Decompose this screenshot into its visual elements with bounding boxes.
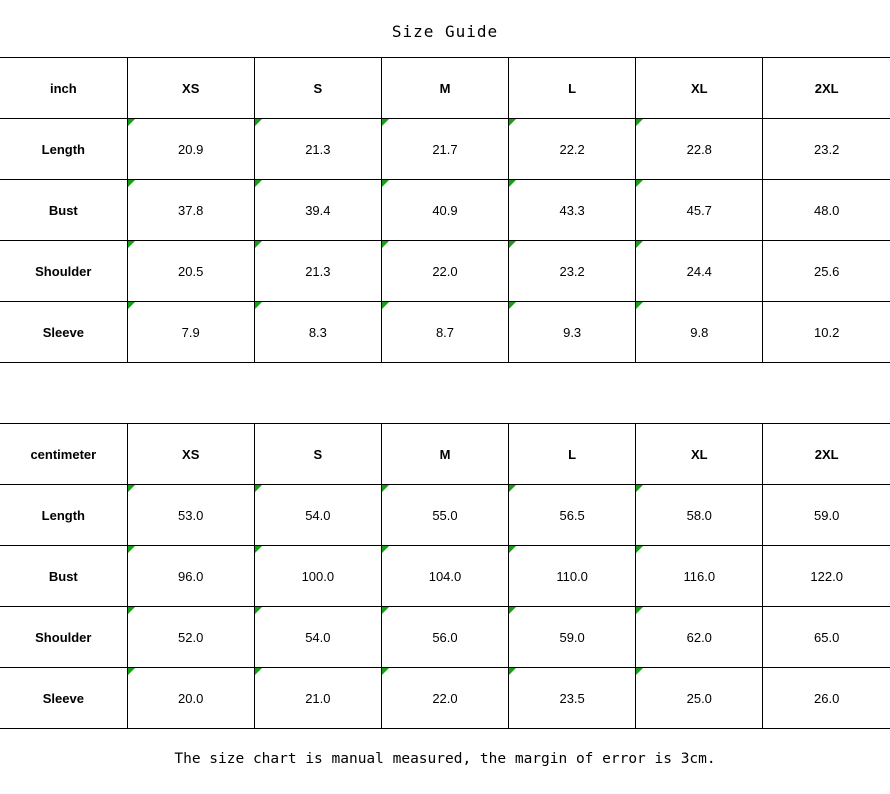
corner-marker-icon: [382, 241, 389, 248]
row-label-sleeve: Sleeve: [0, 668, 127, 729]
table-row: [0, 668, 890, 729]
size-header-l: L: [509, 58, 636, 119]
size-header-m: M: [381, 424, 508, 485]
size-header-l: L: [509, 424, 636, 485]
table-spacer: [0, 363, 890, 423]
corner-marker-icon: [382, 180, 389, 187]
size-table-centimeter: [0, 423, 890, 729]
corner-marker-icon: [636, 119, 643, 126]
corner-marker-icon: [255, 546, 262, 553]
corner-marker-icon: [255, 668, 262, 675]
corner-marker-icon: [636, 485, 643, 492]
size-header-xl: XL: [636, 424, 763, 485]
corner-marker-icon: [509, 119, 516, 126]
cell-length-m: 55.0: [381, 485, 508, 546]
cell-bust-l: 43.3: [509, 180, 636, 241]
cell-sleeve-s: 8.3: [254, 302, 381, 363]
table-row: [0, 241, 890, 302]
row-label-bust: Bust: [0, 546, 127, 607]
cell-sleeve-2xl: 26.0: [763, 668, 890, 729]
unit-header-inch: inch: [0, 58, 127, 119]
table-header-row: [0, 424, 890, 485]
corner-marker-icon: [128, 607, 135, 614]
corner-marker-icon: [382, 119, 389, 126]
cell-length-s: 21.3: [254, 119, 381, 180]
table-row: [0, 180, 890, 241]
size-header-s: S: [254, 58, 381, 119]
size-table-inch: [0, 57, 890, 363]
size-header-2xl: 2XL: [763, 58, 890, 119]
cell-length-xl: 22.8: [636, 119, 763, 180]
cell-shoulder-l: 59.0: [509, 607, 636, 668]
cell-shoulder-s: 21.3: [254, 241, 381, 302]
cell-shoulder-2xl: 25.6: [763, 241, 890, 302]
cell-sleeve-xl: 25.0: [636, 668, 763, 729]
corner-marker-icon: [382, 607, 389, 614]
size-header-2xl: 2XL: [763, 424, 890, 485]
cell-shoulder-xs: 52.0: [127, 607, 254, 668]
cell-bust-xs: 96.0: [127, 546, 254, 607]
corner-marker-icon: [128, 180, 135, 187]
cell-bust-xl: 116.0: [636, 546, 763, 607]
cell-length-xl: 58.0: [636, 485, 763, 546]
row-label-shoulder: Shoulder: [0, 607, 127, 668]
corner-marker-icon: [128, 668, 135, 675]
corner-marker-icon: [128, 119, 135, 126]
corner-marker-icon: [382, 302, 389, 309]
corner-marker-icon: [128, 302, 135, 309]
corner-marker-icon: [255, 485, 262, 492]
row-label-bust: Bust: [0, 180, 127, 241]
cell-bust-s: 39.4: [254, 180, 381, 241]
corner-marker-icon: [509, 546, 516, 553]
row-label-sleeve: Sleeve: [0, 302, 127, 363]
cell-length-2xl: 23.2: [763, 119, 890, 180]
corner-marker-icon: [255, 607, 262, 614]
cell-sleeve-2xl: 10.2: [763, 302, 890, 363]
cell-sleeve-xl: 9.8: [636, 302, 763, 363]
corner-marker-icon: [128, 241, 135, 248]
size-header-xs: XS: [127, 424, 254, 485]
cell-bust-2xl: 122.0: [763, 546, 890, 607]
cell-shoulder-m: 56.0: [381, 607, 508, 668]
cell-shoulder-xl: 24.4: [636, 241, 763, 302]
cell-bust-l: 110.0: [509, 546, 636, 607]
row-label-length: Length: [0, 485, 127, 546]
corner-marker-icon: [255, 119, 262, 126]
cell-bust-m: 104.0: [381, 546, 508, 607]
table-row: [0, 119, 890, 180]
cell-bust-2xl: 48.0: [763, 180, 890, 241]
corner-marker-icon: [636, 607, 643, 614]
cell-shoulder-m: 22.0: [381, 241, 508, 302]
table-row: [0, 607, 890, 668]
cell-bust-xl: 45.7: [636, 180, 763, 241]
corner-marker-icon: [509, 485, 516, 492]
cell-sleeve-l: 23.5: [509, 668, 636, 729]
row-label-length: Length: [0, 119, 127, 180]
size-header-m: M: [381, 58, 508, 119]
corner-marker-icon: [509, 607, 516, 614]
cell-sleeve-m: 22.0: [381, 668, 508, 729]
corner-marker-icon: [382, 668, 389, 675]
cell-length-l: 56.5: [509, 485, 636, 546]
cell-sleeve-m: 8.7: [381, 302, 508, 363]
table-row: [0, 302, 890, 363]
cell-length-xs: 53.0: [127, 485, 254, 546]
corner-marker-icon: [255, 241, 262, 248]
corner-marker-icon: [509, 241, 516, 248]
cell-bust-s: 100.0: [254, 546, 381, 607]
cell-length-m: 21.7: [381, 119, 508, 180]
cell-sleeve-s: 21.0: [254, 668, 381, 729]
table-header-row: [0, 58, 890, 119]
corner-marker-icon: [636, 546, 643, 553]
corner-marker-icon: [128, 485, 135, 492]
cell-length-l: 22.2: [509, 119, 636, 180]
corner-marker-icon: [255, 180, 262, 187]
corner-marker-icon: [509, 180, 516, 187]
footer-note: The size chart is manual measured, the margin of error is 3cm.: [174, 751, 716, 767]
cell-length-s: 54.0: [254, 485, 381, 546]
cell-sleeve-xs: 7.9: [127, 302, 254, 363]
cell-sleeve-l: 9.3: [509, 302, 636, 363]
cell-bust-m: 40.9: [381, 180, 508, 241]
cell-shoulder-l: 23.2: [509, 241, 636, 302]
corner-marker-icon: [636, 241, 643, 248]
cell-sleeve-xs: 20.0: [127, 668, 254, 729]
size-header-s: S: [254, 424, 381, 485]
corner-marker-icon: [636, 302, 643, 309]
cell-shoulder-xl: 62.0: [636, 607, 763, 668]
cell-shoulder-s: 54.0: [254, 607, 381, 668]
corner-marker-icon: [382, 485, 389, 492]
corner-marker-icon: [636, 668, 643, 675]
row-label-shoulder: Shoulder: [0, 241, 127, 302]
corner-marker-icon: [128, 546, 135, 553]
corner-marker-icon: [382, 546, 389, 553]
cell-shoulder-xs: 20.5: [127, 241, 254, 302]
corner-marker-icon: [636, 180, 643, 187]
cell-bust-xs: 37.8: [127, 180, 254, 241]
size-header-xs: XS: [127, 58, 254, 119]
unit-header-centimeter: centimeter: [0, 424, 127, 485]
cell-shoulder-2xl: 65.0: [763, 607, 890, 668]
corner-marker-icon: [255, 302, 262, 309]
cell-length-2xl: 59.0: [763, 485, 890, 546]
table-row: [0, 546, 890, 607]
table-row: [0, 485, 890, 546]
size-header-xl: XL: [636, 58, 763, 119]
corner-marker-icon: [509, 668, 516, 675]
corner-marker-icon: [509, 302, 516, 309]
cell-length-xs: 20.9: [127, 119, 254, 180]
page-title: Size Guide: [391, 22, 499, 41]
